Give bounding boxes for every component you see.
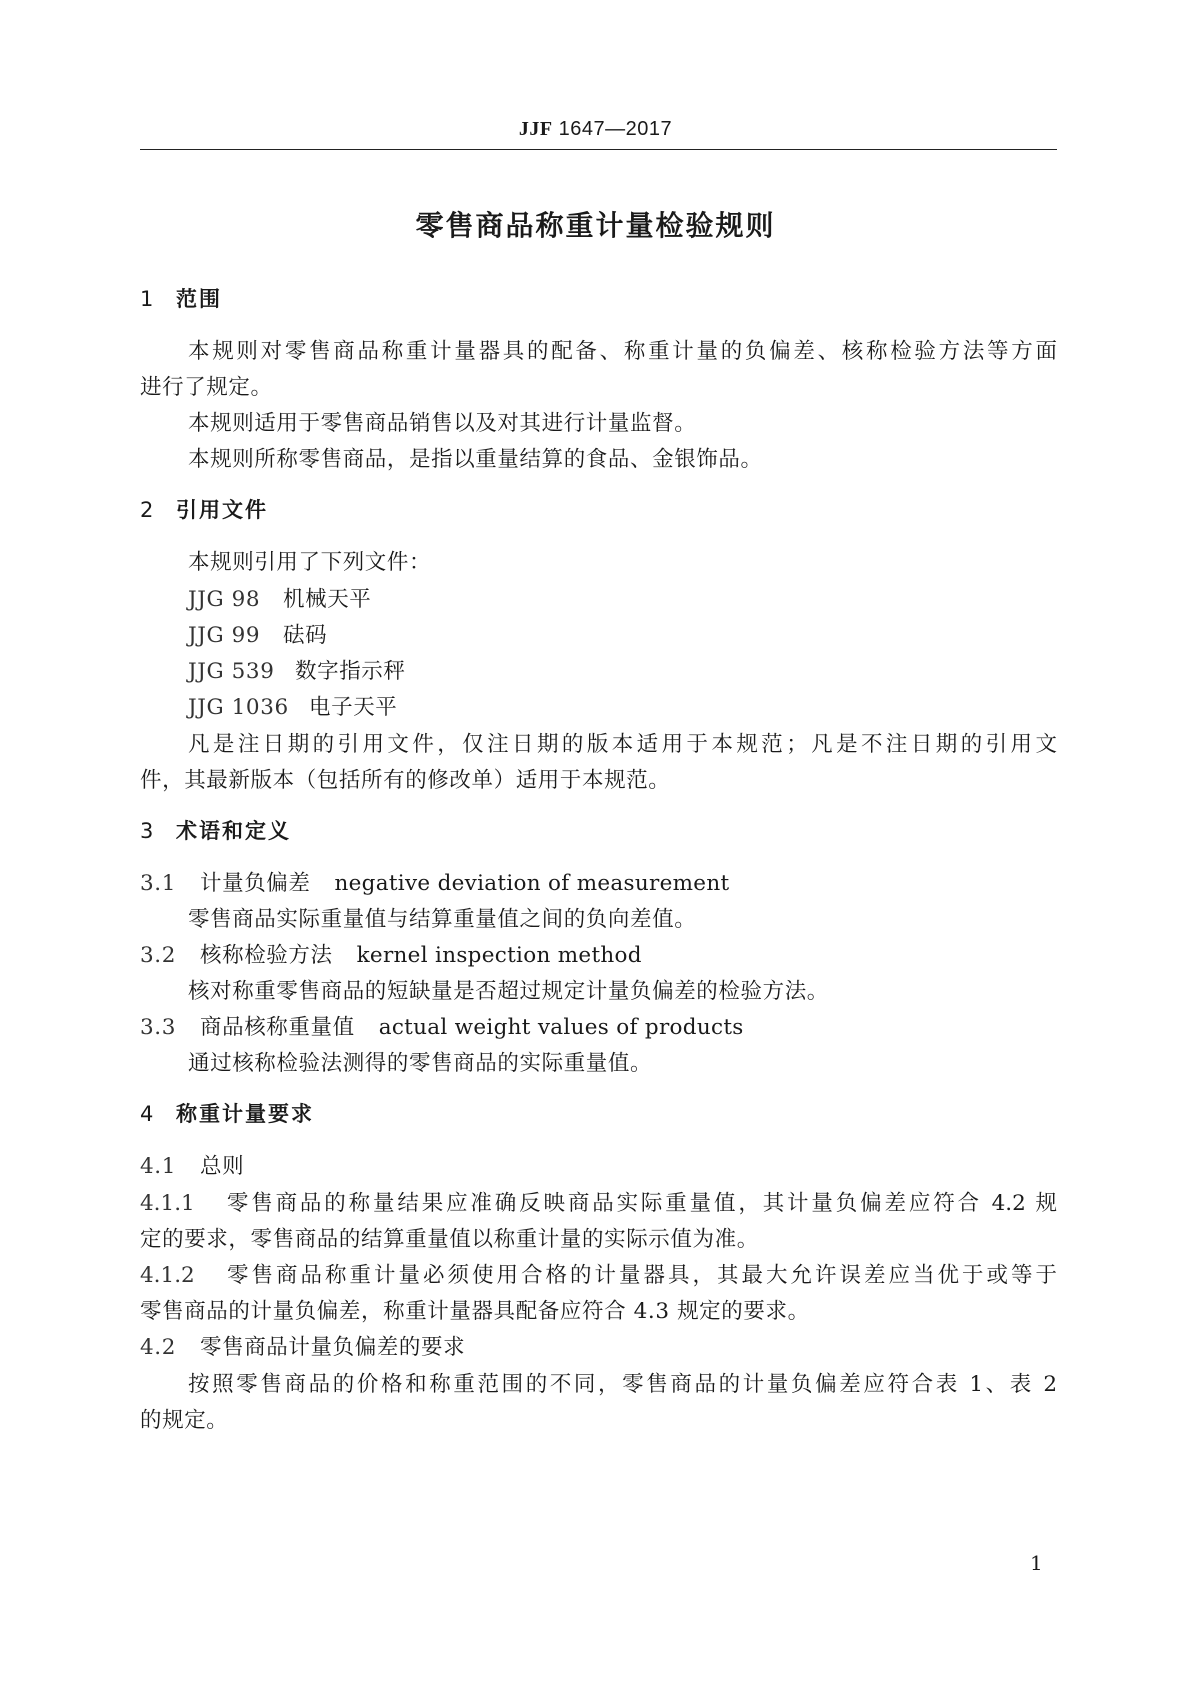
paragraph-line: 的规定。 bbox=[140, 1408, 229, 1433]
paragraph-line: 定的要求，零售商品的结算重量值以称重计量的实际示值为准。 bbox=[140, 1227, 759, 1252]
reference-name: 机械天平 bbox=[283, 587, 372, 612]
section-number: 1 bbox=[140, 287, 156, 311]
clause-text: 零售商品的称量结果应准确反映商品实际重量值，其计量负偏差应符合 4.2 规 bbox=[224, 1191, 1057, 1216]
paragraph-line: 本规则引用了下列文件： bbox=[188, 550, 432, 575]
document-code-number: 1647—2017 bbox=[552, 118, 673, 140]
paragraph-line: 本规则适用于零售商品销售以及对其进行计量监督。 bbox=[188, 411, 697, 436]
clause-number: 4.1.2 bbox=[140, 1263, 195, 1288]
section-number: 4 bbox=[140, 1102, 156, 1126]
reference-code: JJG 1036 bbox=[188, 695, 289, 720]
term-chinese: 计量负偏差 bbox=[200, 871, 311, 896]
term-chinese: 核称检验方法 bbox=[200, 943, 333, 968]
clause-title: 总则 bbox=[200, 1154, 245, 1179]
reference-item bbox=[188, 618, 327, 649]
document-title: 零售商品称重计量检验规则 bbox=[415, 209, 776, 242]
paragraph-line: 进行了规定。 bbox=[140, 375, 273, 400]
reference-item bbox=[188, 690, 397, 721]
section-title: 范围 bbox=[176, 287, 222, 311]
paragraph-line: 按照零售商品的价格和称重范围的不同，零售商品的计量负偏差应符合表 1、表 2 bbox=[188, 1372, 1057, 1397]
term-number: 3.1 bbox=[140, 871, 176, 896]
section-title: 称重计量要求 bbox=[176, 1102, 314, 1126]
term-chinese: 商品核称重量值 bbox=[200, 1015, 355, 1040]
reference-code: JJG 539 bbox=[188, 659, 275, 684]
clause-number: 4.1.1 bbox=[140, 1191, 195, 1216]
section-2-heading bbox=[140, 494, 268, 524]
reference-item bbox=[188, 654, 406, 685]
clause-line bbox=[140, 1186, 1057, 1217]
clause-number: 4.1 bbox=[140, 1154, 176, 1179]
term-english: negative deviation of measurement bbox=[334, 871, 730, 896]
reference-name: 电子天平 bbox=[309, 695, 398, 720]
paragraph-line: 本规则对零售商品称重计量器具的配备、称重计量的负偏差、核称检验方法等方面 bbox=[188, 339, 1057, 364]
section-number: 2 bbox=[140, 498, 156, 522]
term-number: 3.3 bbox=[140, 1015, 176, 1040]
term-definition: 零售商品实际重量值与结算重量值之间的负向差值。 bbox=[188, 907, 697, 932]
term-english: kernel inspection method bbox=[356, 943, 642, 968]
section-title: 引用文件 bbox=[176, 498, 268, 522]
clause-heading bbox=[140, 1330, 465, 1361]
paragraph-line: 件，其最新版本（包括所有的修改单）适用于本规范。 bbox=[140, 768, 671, 793]
paragraph-line: 零售商品的计量负偏差，称重计量器具配备应符合 4.3 规定的要求。 bbox=[140, 1299, 810, 1324]
reference-name: 砝码 bbox=[283, 623, 328, 648]
section-1-heading bbox=[140, 283, 222, 313]
clause-number: 4.2 bbox=[140, 1335, 176, 1360]
document-code bbox=[0, 118, 1191, 141]
term-entry bbox=[140, 938, 642, 969]
paragraph-line: 凡是注日期的引用文件，仅注日期的版本适用于本规范；凡是不注日期的引用文 bbox=[188, 732, 1057, 757]
reference-code: JJG 99 bbox=[188, 623, 261, 648]
section-4-heading bbox=[140, 1098, 314, 1128]
page-number: 1 bbox=[1030, 1551, 1043, 1575]
paragraph-line: 本规则所称零售商品，是指以重量结算的食品、金银饰品。 bbox=[188, 447, 763, 472]
term-number: 3.2 bbox=[140, 943, 176, 968]
section-title: 术语和定义 bbox=[176, 819, 291, 843]
reference-name: 数字指示秤 bbox=[295, 659, 406, 684]
clause-heading bbox=[140, 1149, 244, 1180]
header-divider bbox=[140, 149, 1057, 150]
clause-title: 零售商品计量负偏差的要求 bbox=[200, 1335, 466, 1360]
document-code-prefix: JJF bbox=[518, 118, 553, 140]
reference-code: JJG 98 bbox=[188, 587, 261, 612]
term-entry bbox=[140, 1010, 744, 1041]
section-3-heading bbox=[140, 815, 291, 845]
term-english: actual weight values of products bbox=[378, 1015, 744, 1040]
term-entry bbox=[140, 866, 729, 897]
clause-line bbox=[140, 1258, 1057, 1289]
section-number: 3 bbox=[140, 819, 156, 843]
term-definition: 通过核称检验法测得的零售商品的实际重量值。 bbox=[188, 1051, 653, 1076]
reference-item bbox=[188, 582, 371, 613]
clause-text: 零售商品称重计量必须使用合格的计量器具，其最大允许误差应当优于或等于 bbox=[224, 1263, 1057, 1288]
term-definition: 核对称重零售商品的短缺量是否超过规定计量负偏差的检验方法。 bbox=[188, 979, 829, 1004]
